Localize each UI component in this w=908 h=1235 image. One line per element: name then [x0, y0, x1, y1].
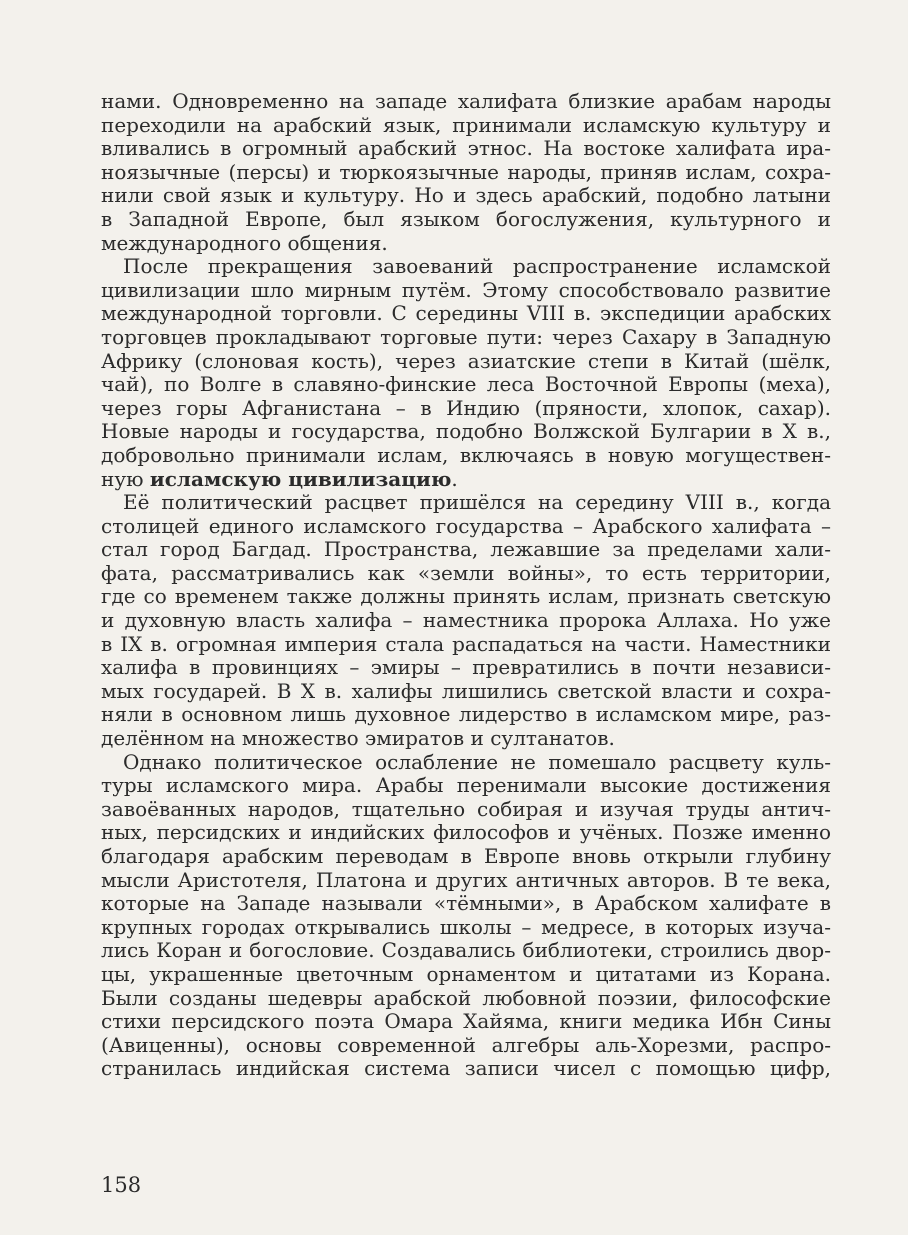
text-line: переходили на арабский язык, принимали исламскую культуру и [101, 113, 831, 137]
text-line: странилась индийская система записи чисел с помощью цифр, [101, 1057, 831, 1081]
text-line: завоёванных народов, тщательно собирая и изучая труды антич- [101, 797, 831, 821]
text-line: Однако политическое ослабление не помешало расцвету куль- [123, 750, 831, 774]
text-line: стихи персидского поэта Омара Хайяма, книги медика Ибн Сины [101, 1010, 831, 1034]
text-line: добровольно принимали ислам, включаясь в новую могуществен- [101, 443, 831, 467]
text-line: где со временем также должны принять ислам, признать светскую [101, 585, 831, 609]
text-line: делённом на множество эмиратов и султанатов. [101, 727, 615, 751]
text-line: Африку (слоновая кость), через азиатские степи в Китай (шёлк, [101, 349, 831, 373]
text-line: цы, украшенные цветочным орнаментом и цитатами из Корана. [101, 962, 831, 986]
text-line: в Западной Европе, был языком богослужения, культурного и [101, 207, 831, 231]
text-line: международного общения. [101, 231, 388, 255]
text-line: через горы Афганистана – в Индию (пряности, хлопок, сахар). [101, 396, 831, 420]
line-suffix: . [451, 467, 458, 491]
text-line: крупных городах открывались школы – медресе, в которых изуча- [101, 915, 831, 939]
text-line: торговцев прокладывают торговые пути: через Сахару в Западную [101, 325, 831, 349]
text-line: стал город Багдад. Пространства, лежавшие за пределами хали- [101, 538, 831, 562]
text-line: международной торговли. С середины VIII в. экспедиции арабских [101, 302, 831, 326]
page-body [101, 90, 831, 1081]
text-line: туры исламского мира. Арабы перенимали высокие достижения [101, 774, 831, 798]
text-line: халифа в провинциях – эмиры – превратились в почти независи- [101, 656, 831, 680]
text-line: нили свой язык и культуру. Но и здесь арабский, подобно латыни [101, 184, 831, 208]
text-line: Её политический расцвет пришёлся на середину VIII в., когда [123, 491, 831, 515]
text-line: которые на Западе называли «тёмными», в Арабском халифате в [101, 892, 831, 916]
text-line: няли в основном лишь духовное лидерство в исламском мире, раз- [101, 703, 831, 727]
paragraph-4 [101, 751, 831, 1081]
text-line: вливались в огромный арабский этнос. На востоке халифата ира- [101, 137, 831, 161]
page-number: 158 [101, 1173, 142, 1197]
text-line: мых государей. В X в. халифы лишились светской власти и сохра- [101, 679, 831, 703]
text-line: благодаря арабским переводам в Европе вновь открыли глубину [101, 845, 831, 868]
text-line: нами. Одновременно на западе халифата близкие арабам народы [101, 90, 831, 113]
text-line: После прекращения завоеваний распространение исламской [123, 255, 831, 279]
text-line-with-term [101, 468, 831, 492]
text-line: в IX в. огромная империя стала распадаться на части. Наместники [101, 632, 831, 656]
text-line: ноязычные (персы) и тюркоязычные народы, приняв ислам, сохра- [101, 160, 831, 184]
paragraph-2 [101, 255, 831, 491]
text-line: и духовную власть халифа – наместника пророка Аллаха. Но уже [101, 609, 831, 633]
text-line: столицей единого исламского государства – Арабского халифата – [101, 514, 831, 538]
text-line: лись Коран и богословие. Создавались библиотеки, строились двор- [101, 939, 831, 963]
text-line: мысли Аристотеля, Платона и других античных авторов. В те века, [101, 868, 831, 892]
line-prefix: ную [101, 467, 150, 491]
text-line: ных, персидских и индийских философов и учёных. Позже именно [101, 821, 831, 845]
text-line: чай), по Волге в славяно-финские леса Восточной Европы (меха), [101, 373, 831, 397]
text-line: цивилизации шло мирным путём. Этому способствовало развитие [101, 278, 831, 302]
key-term: исламскую цивилизацию [149, 467, 452, 491]
text-line: (Авиценны), основы современной алгебры аль-Хорезми, распро- [101, 1033, 831, 1057]
text-line: Новые народы и государства, подобно Волжской Булгарии в X в., [101, 420, 831, 444]
paragraph-1 [101, 90, 831, 255]
paragraph-3 [101, 491, 831, 751]
text-line: фата, рассматривались как «земли войны», то есть территории, [101, 561, 831, 585]
text-line: Были созданы шедевры арабской любовной поэзии, философские [101, 986, 831, 1010]
